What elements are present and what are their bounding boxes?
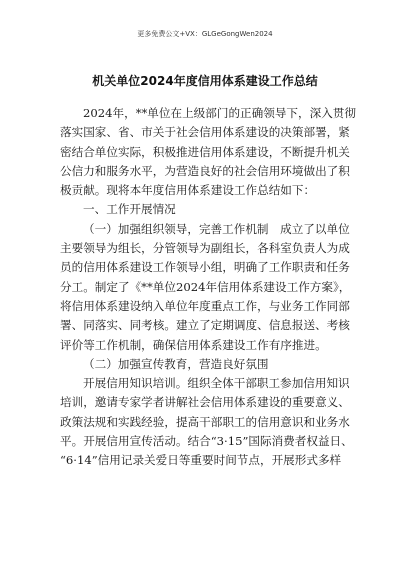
paragraph-line: 公信力和服务水平，为营造良好的社会信用环境做出了积 — [60, 163, 350, 178]
paragraph-line: 落实国家、省、市关于社会信用体系建设的决策部署，紧 — [60, 125, 350, 140]
subsection-heading-line: （一）加强组织领导，完善工作机制 成立了以单位 — [83, 221, 350, 236]
paragraph-line: 主要领导为组长，分管领导为副组长，各科室负责人为成 — [60, 241, 350, 256]
paragraph-line: 政策法规和实践经验，提高干部职工的信用意识和业务水 — [60, 414, 350, 429]
document-title: 机关单位2024年度信用体系建设工作总结 — [92, 74, 318, 88]
paragraph-line: 平。开展信用宣传活动。结合“3·15”国际消费者权益日、 — [60, 434, 353, 449]
paragraph-line: 培训，邀请专家学者讲解社会信用体系建设的重要意义、 — [60, 395, 350, 410]
paragraph-line: 员的信用体系建设工作领导小组，明确了工作职责和任务 — [60, 260, 350, 275]
paragraph-line: 开展信用知识培训。组织全体干部职工参加信用知识 — [83, 376, 350, 391]
paragraph-line: 署、同落实、同考核。建立了定期调度、信息报送、考核 — [60, 318, 350, 333]
paragraph-line: 分工。制定了《**单位2024年信用体系建设工作方案》， — [60, 279, 351, 294]
subsection-heading: （二）加强宣传教育，营造良好氛围 — [83, 356, 269, 371]
paragraph-line: “6·14”信用记录关爱日等重要时间节点，开展形式多样 — [60, 453, 342, 468]
document-body — [60, 104, 360, 471]
paragraph-line: 评价等工作机制，确保信用体系建设工作有序推进。 — [60, 337, 327, 352]
section-heading: 一、工作开展情况 — [83, 202, 176, 217]
paragraph-line: 将信用体系建设纳入单位年度重点工作，与业务工作同部 — [60, 298, 350, 313]
page-header: 更多免费公文+VX：GLGeGongWen2024 — [137, 30, 273, 38]
paragraph-line: 极贡献。现将本年度信用体系建设工作总结如下： — [60, 183, 316, 198]
paragraph-line: 2024年，**单位在上级部门的正确领导下，深入贯彻 — [83, 106, 356, 120]
paragraph-line: 密结合单位实际，积极推进信用体系建设，不断提升机关 — [60, 144, 350, 159]
